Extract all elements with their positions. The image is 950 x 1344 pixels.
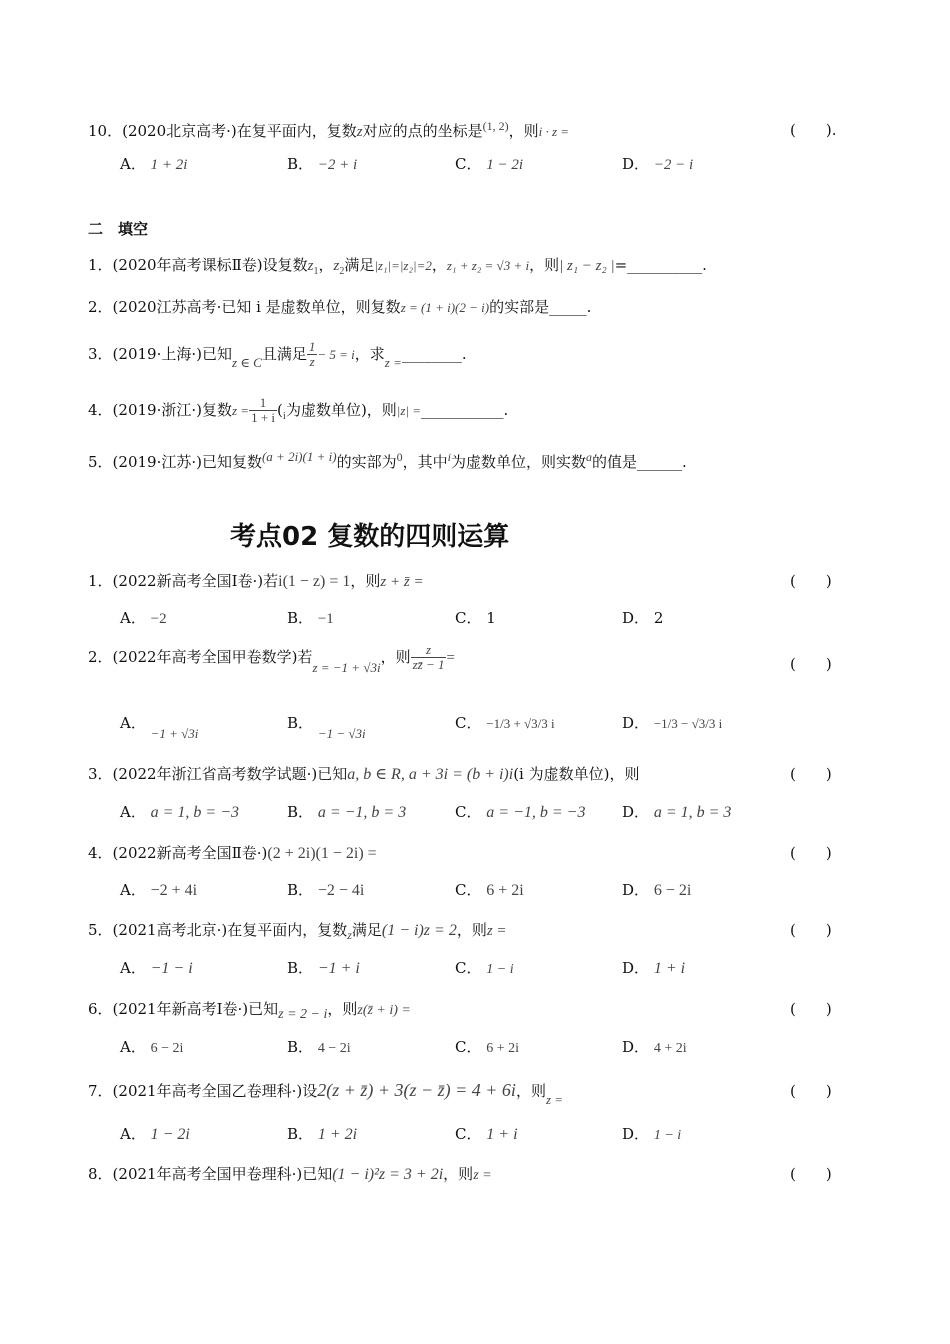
option-expr: −2 − i — [653, 157, 694, 173]
op3-option-d[interactable] — [622, 801, 731, 822]
op7-expr: 2(z + z̄) + 3(z − z̄) = 4 + 6i — [317, 1080, 516, 1100]
op4-expr: (2 + 2i)(1 − 2i) = — [267, 845, 377, 862]
fill1-cond: |z₁|=|z₂|=2 — [374, 258, 432, 273]
op8-stem: 8．(2021年高考全国甲卷理科·)已知 — [88, 1165, 333, 1183]
op6-tail: ，则 — [327, 1000, 358, 1018]
fill1-stem: 1．(2020年高考课标Ⅱ卷)设复数 — [88, 256, 308, 274]
fill3-cond: z ∈ C — [231, 354, 262, 370]
fill5-c: ，其中 — [402, 453, 448, 471]
op7-stem: 7．(2021年高考全国乙卷理科·)设 — [88, 1082, 318, 1100]
q10-mid2: ，则 — [508, 122, 539, 140]
option-label: D． — [622, 803, 650, 821]
op1-option-b[interactable] — [287, 607, 334, 628]
option-label: B． — [287, 1125, 314, 1143]
op1-tail: ，则 — [350, 572, 381, 590]
op2-option-a[interactable] — [120, 712, 199, 741]
q10-stem-text: 10．(2020北京高考·)在复平面内，复数 — [88, 122, 357, 140]
option-expr: −2 — [150, 611, 167, 627]
op4-option-b[interactable] — [287, 879, 364, 900]
fill1-sub2: 2 — [339, 266, 345, 277]
fill1-sub1: 1 — [313, 266, 319, 277]
fill4-den: 1 + i — [251, 410, 276, 426]
op6-option-c[interactable] — [455, 1036, 519, 1057]
op5-expr2: z = — [486, 923, 507, 939]
q10-point: (1, 2) — [482, 119, 509, 133]
op2-expr: z = −1 + √3i — [312, 659, 381, 675]
op6-expr: z = 2 − i — [278, 1007, 328, 1022]
fill2-blank[interactable]: 的实部是_____. — [489, 298, 592, 316]
fill2-stem: 2．(2020江苏高考·已知 i 是虚数单位，则复数 — [88, 298, 401, 316]
option-expr: −1 − √3i — [317, 726, 366, 741]
op7-option-d[interactable] — [622, 1123, 681, 1144]
op7-option-a[interactable] — [120, 1123, 190, 1144]
option-label: C． — [455, 1125, 482, 1143]
op-question-6 — [88, 998, 411, 1022]
op6-expr2: z(z̄ + i) = — [357, 1003, 411, 1018]
fill1-f: ，则 — [529, 256, 560, 274]
option-expr: 1 − 2i — [150, 1126, 190, 1143]
option-expr: −1 — [317, 611, 334, 627]
op5-expr: (1 − i)z = 2 — [381, 922, 457, 939]
op2-tail: ，则 — [380, 647, 411, 666]
option-label: B． — [287, 959, 314, 977]
option-label: D． — [622, 1038, 650, 1056]
op4-stem: 4．(2022新高考全国Ⅱ卷·) — [88, 844, 268, 862]
op-question-8 — [88, 1163, 492, 1184]
option-label: C． — [455, 881, 482, 899]
op3-expr: a, b ∈ R, a + 3i = (b + i)i — [347, 766, 514, 783]
op-question-1 — [88, 570, 424, 591]
option-expr: −1/3 − √3/3 i — [653, 716, 723, 731]
option-expr: −1 + √3i — [150, 726, 199, 741]
op8-expr: (1 − i)²z = 3 + 2i — [332, 1166, 444, 1183]
option-label: C． — [455, 1038, 482, 1056]
op1-option-d[interactable] — [622, 607, 663, 628]
option-expr: 2 — [653, 609, 664, 627]
op-question-2 — [88, 643, 455, 673]
op7-option-c[interactable] — [455, 1123, 518, 1144]
op1-expr2: z + z̄ = — [380, 574, 424, 590]
q10-option-b[interactable] — [287, 153, 357, 174]
op5-option-b[interactable] — [287, 957, 360, 978]
fill4-lhs: z = — [231, 402, 250, 418]
op3-stem: 3．(2022年浙江省高考数学试题·)已知 — [88, 765, 348, 783]
option-label: A． — [120, 803, 146, 821]
fill5-stem: 5．(2019·江苏·)已知复数 — [88, 453, 262, 471]
option-expr: −2 + i — [317, 157, 358, 173]
op2-option-b[interactable] — [287, 712, 366, 741]
op6-option-b[interactable] — [287, 1036, 351, 1057]
op2-den: zz̄ − 1 — [412, 657, 445, 673]
op1-option-a[interactable] — [120, 607, 167, 628]
op6-answer-paren: ( ) — [790, 1000, 832, 1018]
fill-question-3 — [88, 340, 467, 370]
op4-option-a[interactable] — [120, 879, 197, 900]
op6-option-d[interactable] — [622, 1036, 687, 1057]
fill4-stem: 4．(2019·浙江·)复数 — [88, 400, 232, 419]
op1-answer-paren: ( ) — [790, 572, 832, 590]
op5-tail: ，则 — [456, 921, 487, 939]
op5-option-c[interactable] — [455, 957, 514, 978]
fill2-expr: z = (1 + i)(2 − i) — [400, 300, 490, 315]
op4-answer-paren: ( ) — [790, 844, 832, 862]
option-expr: 1 — [486, 609, 496, 627]
op2-option-d[interactable] — [622, 712, 722, 733]
option-label: D． — [622, 1125, 650, 1143]
option-label: D． — [622, 609, 650, 627]
q10-option-d[interactable] — [622, 153, 693, 174]
option-label: D． — [622, 881, 650, 899]
fill4-c: 为虚数单位)，则 — [285, 400, 397, 419]
op-question-3 — [88, 763, 639, 784]
fill3-blank[interactable]: ________. — [401, 344, 467, 363]
option-label: A． — [120, 881, 146, 899]
fill5-expr: (a + 2i)(1 + i) — [261, 449, 337, 464]
op8-tail: ，则 — [443, 1165, 474, 1183]
option-expr: −1 + i — [317, 960, 360, 977]
q10-mid: 对应的点的坐标是 — [362, 122, 483, 140]
option-expr: 4 + 2i — [653, 1041, 687, 1056]
fill3-eq: − 5 = i — [317, 346, 355, 362]
option-expr: −2 + 4i — [150, 882, 198, 899]
op7-expr2: z = — [545, 1092, 564, 1107]
fill5-d: 为虚数单位，则实数 — [450, 453, 586, 471]
option-label: C． — [455, 803, 482, 821]
option-label: A． — [120, 609, 146, 627]
op4-option-d[interactable] — [622, 879, 691, 900]
fill1-abs: | z₁ − z₂ | — [559, 258, 615, 274]
q10-var: z — [356, 124, 363, 140]
option-expr: 1 − 2i — [486, 157, 524, 173]
fill5-zero: 0 — [396, 450, 403, 464]
fill5-blank[interactable]: 的值是______. — [591, 453, 687, 471]
fill-question-5 — [88, 449, 687, 472]
option-label: A． — [120, 714, 146, 732]
op5-stem: 5．(2021高考北京·)在复平面内，复数 — [88, 921, 348, 939]
option-expr: 1 + 2i — [150, 157, 188, 173]
op8-expr2: z = — [473, 1168, 492, 1183]
option-label: B． — [287, 714, 314, 732]
option-label: C． — [455, 959, 482, 977]
fill1-z1: z — [307, 258, 314, 274]
op3-tail: (i 为虚数单位)，则 — [513, 765, 640, 783]
option-expr: a = −1, b = 3 — [317, 804, 407, 821]
option-label: B． — [287, 803, 314, 821]
fill1-z2: z — [333, 258, 340, 274]
fill1-sep: ， — [318, 256, 334, 274]
q10-option-c[interactable] — [455, 153, 523, 174]
op-question-7 — [88, 1080, 564, 1107]
option-label: D． — [622, 959, 650, 977]
option-expr: 6 − 2i — [150, 1041, 184, 1056]
option-expr: 1 + i — [653, 960, 686, 977]
option-label: A． — [120, 959, 146, 977]
op6-stem: 6．(2021年新高考Ⅰ卷·)已知 — [88, 1000, 279, 1018]
option-label: B． — [287, 1038, 314, 1056]
option-expr: 6 + 2i — [486, 882, 524, 899]
fill-question-1 — [88, 254, 707, 277]
fill3-z: z = — [384, 354, 402, 370]
fill4-b: ( — [277, 400, 283, 419]
option-label: C． — [455, 155, 482, 173]
op1-stem: 1．(2022新高考全国Ⅰ卷·)若 — [88, 572, 279, 590]
op2-answer-paren: ( ) — [790, 655, 832, 673]
op6-option-a[interactable] — [120, 1036, 183, 1057]
option-label: D． — [622, 155, 650, 173]
op-question-4 — [88, 842, 377, 863]
q10-answer-paren: ( ). — [790, 121, 837, 139]
op5-answer-paren: ( ) — [790, 921, 832, 939]
fill3-stem: 3．(2019·上海·)已知 — [88, 344, 232, 363]
question-10-stem — [88, 119, 569, 141]
option-label: D． — [622, 714, 650, 732]
fill1-d: ， — [431, 256, 447, 274]
q10-option-a[interactable] — [120, 153, 187, 174]
option-label: B． — [287, 155, 314, 173]
op2-num: z — [411, 643, 447, 658]
fill3-num: 1 — [308, 339, 316, 354]
option-expr: 6 − 2i — [653, 882, 692, 899]
option-label: A． — [120, 1125, 146, 1143]
fill5-b: 的实部为 — [336, 453, 397, 471]
op5-var: z — [347, 928, 352, 942]
option-expr: −1/3 + √3/3 i — [486, 716, 555, 731]
option-expr: a = 1, b = 3 — [653, 804, 732, 821]
op1-option-c[interactable] — [455, 607, 496, 628]
fill-question-4 — [88, 396, 508, 426]
option-expr: −2 − 4i — [317, 882, 365, 899]
op7-option-b[interactable] — [287, 1123, 357, 1144]
option-label: C． — [455, 714, 482, 732]
op-question-5 — [88, 919, 507, 940]
fill5-a: a — [585, 450, 592, 464]
fill5-i: i — [447, 450, 451, 464]
op3-answer-paren: ( ) — [790, 765, 832, 783]
op2-option-c[interactable] — [455, 712, 555, 733]
fill1-blank[interactable]: =__________. — [614, 256, 707, 274]
option-label: C． — [455, 609, 482, 627]
option-label: A． — [120, 155, 146, 173]
op2-eq: = — [446, 649, 455, 666]
option-label: A． — [120, 1038, 146, 1056]
op4-option-c[interactable] — [455, 879, 524, 900]
section-title: 考点02 复数的四则运算 — [230, 522, 510, 552]
fill3-den: z — [309, 354, 315, 370]
fill1-sum: z₁ + z₂ = √3 + i — [446, 258, 530, 273]
op1-expr: i(1 − z) = 1 — [278, 573, 351, 590]
option-expr: a = −1, b = −3 — [486, 804, 586, 821]
option-expr: 4 − 2i — [317, 1041, 351, 1056]
option-expr: 1 − i — [653, 1128, 682, 1143]
op3-option-a[interactable] — [120, 801, 239, 822]
op5-mid: 满足 — [351, 921, 382, 939]
fill3-c: ，求 — [354, 344, 385, 363]
op8-answer-paren: ( ) — [790, 1165, 832, 1183]
option-label: B． — [287, 609, 314, 627]
fill-section-heading: 二 填空 — [88, 220, 149, 238]
op7-tail: ，则 — [515, 1082, 546, 1100]
q10-expr: i · z = — [538, 124, 570, 139]
fill4-num: 1 — [249, 396, 277, 411]
option-expr: −1 − i — [150, 960, 193, 977]
option-expr: 1 + 2i — [317, 1126, 358, 1143]
fill4-abs: |z| = — [396, 402, 422, 418]
option-expr: a = 1, b = −3 — [150, 804, 240, 821]
op5-option-d[interactable] — [622, 957, 685, 978]
fill4-fraction — [249, 396, 277, 426]
fill3-b: 且满足 — [261, 344, 307, 363]
option-label: B． — [287, 881, 314, 899]
op2-stem: 2．(2022年高考全国甲卷数学)若 — [88, 647, 313, 666]
fill3-fraction — [307, 340, 318, 370]
option-expr: 6 + 2i — [486, 1041, 520, 1056]
op7-answer-paren: ( ) — [790, 1082, 832, 1100]
op5-option-a[interactable] — [120, 957, 193, 978]
op3-option-b[interactable] — [287, 801, 406, 822]
fill1-b: 满足 — [344, 256, 375, 274]
op2-fraction — [411, 643, 447, 673]
op3-option-c[interactable] — [455, 801, 585, 822]
fill4-i: i — [282, 409, 286, 422]
option-expr: 1 + i — [486, 1126, 518, 1143]
option-expr: 1 − i — [486, 962, 514, 977]
fill-question-2 — [88, 296, 591, 317]
fill4-blank[interactable]: ___________. — [421, 400, 509, 419]
